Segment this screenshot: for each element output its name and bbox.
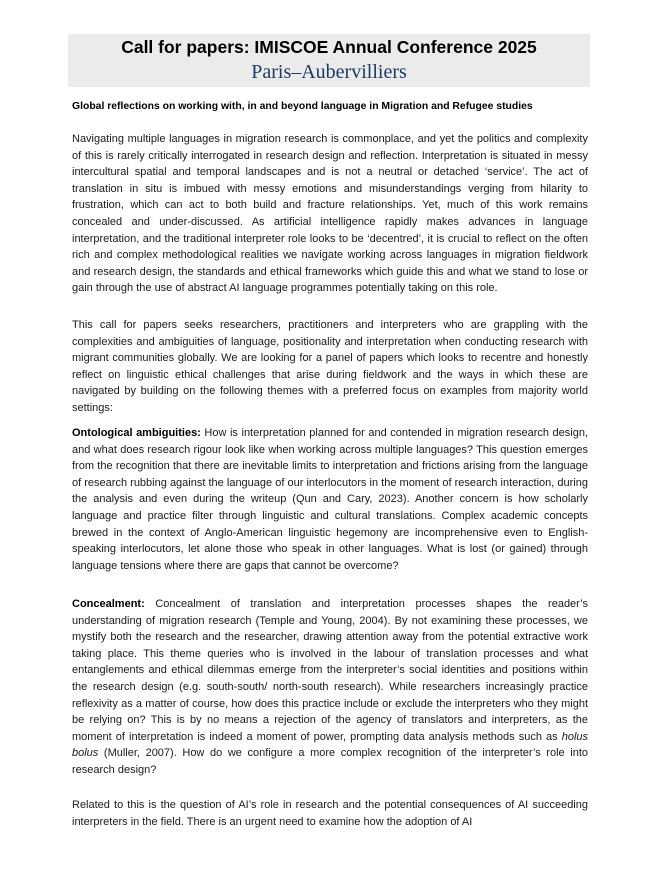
title-banner <box>68 34 590 87</box>
paragraph-ai: Related to this is the question of AI’s role in research and the potential consequences of AI succeeding interpreters in the field. There is an urgent need to examine how the adoption of AI <box>72 799 588 828</box>
theme-label-concealment: Concealment: <box>72 598 145 610</box>
theme-text-concealment-b: (Muller, 2007). How do we configure a more complex recognition of the interpreter’s role into research design? <box>72 747 588 776</box>
paragraph-intro: Navigating multiple languages in migration research is commonplace, and yet the politics and complexity of this is rarely critically interrogated in research design and reflection. Interpretation is situated in messy intercultural spatial and temporal landscapes and is not a neutral or detached ‘service’. The act of translation in situ is imbued with messy emotions and misunderstandings verging from hilarity to frustration, which can act to both build and fracture relationships. Yet, much of this work remains concealed and under-discussed. As artificial intelligence rapidly makes advances in language interpretation, and the traditional interpreter role looks to be ‘decentred’, it is crucial to reflect on the often rich and complex methodological realities we navigate working across languages in migration fieldwork and research design, the standards and ethical frameworks which guide this and what we stand to lose or gain through the use of abstract AI language programmes potentially taking on this role. <box>72 133 588 295</box>
page-subtitle: Paris–Aubervilliers <box>251 61 407 83</box>
paragraph-call: This call for papers seeks researchers, practitioners and interpreters who are grappling with the complexities and ambiguities of language, positionality and interpretation when conducting research with migrant communities globally. We are looking for a panel of papers which looks to recentre and honestly reflect on linguistic ethical challenges that arise during fieldwork and the ways in which these are navigated by building on the following themes with a preferred focus on examples from majority world settings: <box>72 319 588 414</box>
page-title: Call for papers: IMISCOE Annual Conference 2025 <box>121 37 537 57</box>
section-heading: Global reflections on working with, in and beyond language in Migration and Refugee studies <box>72 101 533 112</box>
paragraph-ontological <box>72 425 588 574</box>
theme-text-concealment-a: Concealment of translation and interpretation processes shapes the reader’s understanding of migration research (Temple and Young, 2004). By not examining these processes, we mystify both the research and the researcher, drawing attention away from the potential extractive work taking place. This theme queries who is involved in the labour of translation processes and what entanglements and ethical dilemmas emerge from the interpreter’s social identities and positions within the research design (e.g. south-south/ north-south research). While researchers increasingly practice reflexivity as a matter of course, how does this practice include or exclude the interpreters who they might be relying on? This is by no means a rejection of the agency of translators and interpreters, as the moment of interpretation is indeed a moment of power, prompting data analysis methods such as <box>72 598 588 743</box>
theme-text-concealment-italic: holus bolus <box>72 730 588 760</box>
paragraph-concealment <box>72 596 588 779</box>
theme-label-ontological: Ontological ambiguities: <box>72 427 201 439</box>
theme-text-ontological: How is interpretation planned for and contended in migration research design, and what does research rigour look like when working across multiple languages? This question emerges from the recognition that there are inevitable limits to interpretation and frictions arising from the language of research rubbing against the language of our interlocutors in the moment of research interaction, during the analysis and even during the writeup (Qun and Cary, 2023). Another concern is how scholarly language and practice filter through linguistic and cultural translations. Complex academic concepts brewed in the context of Anglo-American linguistic hegemony are incomprehensive even to English-speaking interlocutors, let alone those who speak in other languages. What is lost (or gained) through language tensions where there are gaps that cannot be overcome? <box>72 427 589 572</box>
